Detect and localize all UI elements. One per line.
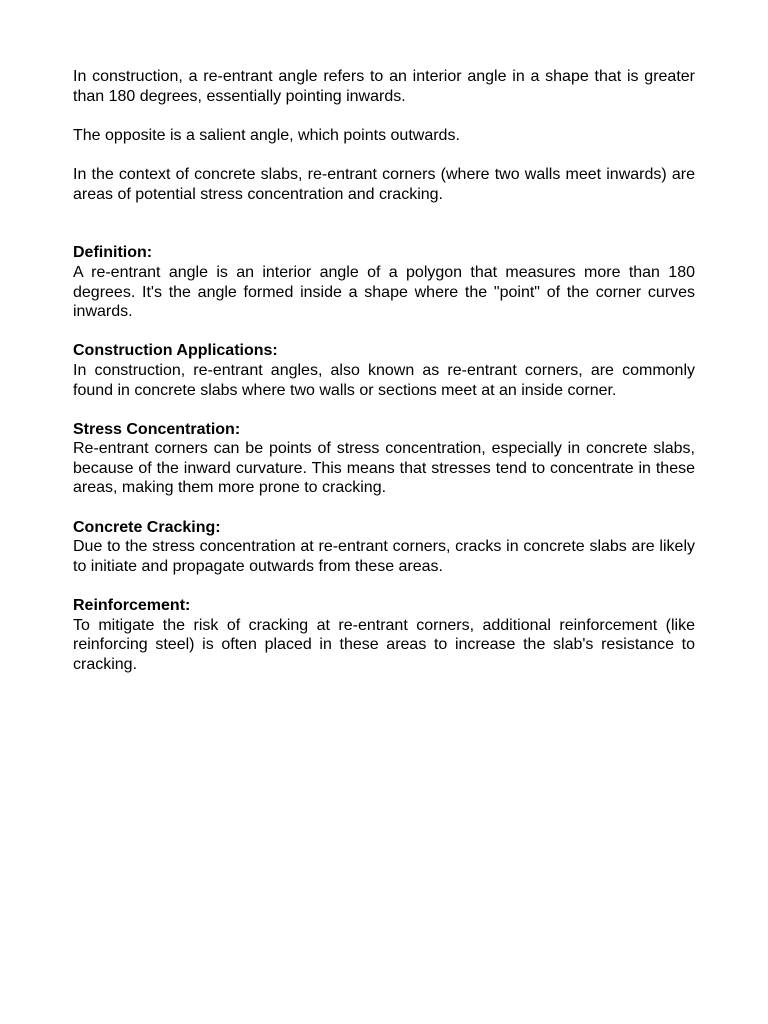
intro-paragraph: In construction, a re-entrant angle refers to an interior angle in a shape that is greater than 180 degrees, essentially pointing inwards.: [73, 68, 695, 105]
section-body: Due to the stress concentration at re-entrant corners, cracks in concrete slabs are likely to initiate and propagate outwards from these areas.: [73, 538, 695, 575]
paragraph-spacer: [73, 400, 695, 420]
section-body: In construction, re-entrant angles, also known as re-entrant corners, are commonly found in concrete slabs where two walls or sections meet at an inside corner.: [73, 361, 695, 399]
intro-paragraph: The opposite is a salient angle, which points outwards.: [73, 126, 460, 144]
section-body: Re-entrant corners can be points of stress concentration, especially in concrete slabs, because of the inward curvature. This means that stresses tend to concentrate in these areas, making them more prone to cracking.: [73, 440, 695, 497]
paragraph-spacer: [73, 498, 695, 518]
section-heading: Stress Concentration:: [73, 420, 241, 438]
section-body: To mitigate the risk of cracking at re-entrant corners, additional reinforcement (like reinforcing steel) is often placed in these areas to increase the slab's resistance to cracking.: [73, 616, 695, 673]
document-page: [73, 67, 695, 674]
section-definition: [73, 243, 695, 321]
section-construction-applications: [73, 341, 695, 400]
paragraph-spacer: [73, 106, 695, 126]
paragraph-spacer: [73, 145, 695, 165]
section-reinforcement: [73, 596, 695, 674]
section-concrete-cracking: [73, 518, 695, 577]
section-spacer: [73, 204, 695, 243]
section-heading: Definition:: [73, 244, 153, 262]
intro-paragraph: In the context of concrete slabs, re-entrant corners (where two walls meet inwards) are areas of potential stress concentration and cracking.: [73, 165, 695, 203]
section-heading: Reinforcement:: [73, 597, 191, 615]
section-heading: Construction Applications:: [73, 342, 278, 360]
paragraph-spacer: [73, 322, 695, 342]
section-heading: Concrete Cracking:: [73, 518, 221, 536]
section-stress-concentration: [73, 420, 695, 498]
paragraph-spacer: [73, 576, 695, 596]
section-body: A re-entrant angle is an interior angle of a polygon that measures more than 180 degrees. It's the angle formed inside a shape where the "point" of the corner curves inwards.: [73, 263, 695, 321]
